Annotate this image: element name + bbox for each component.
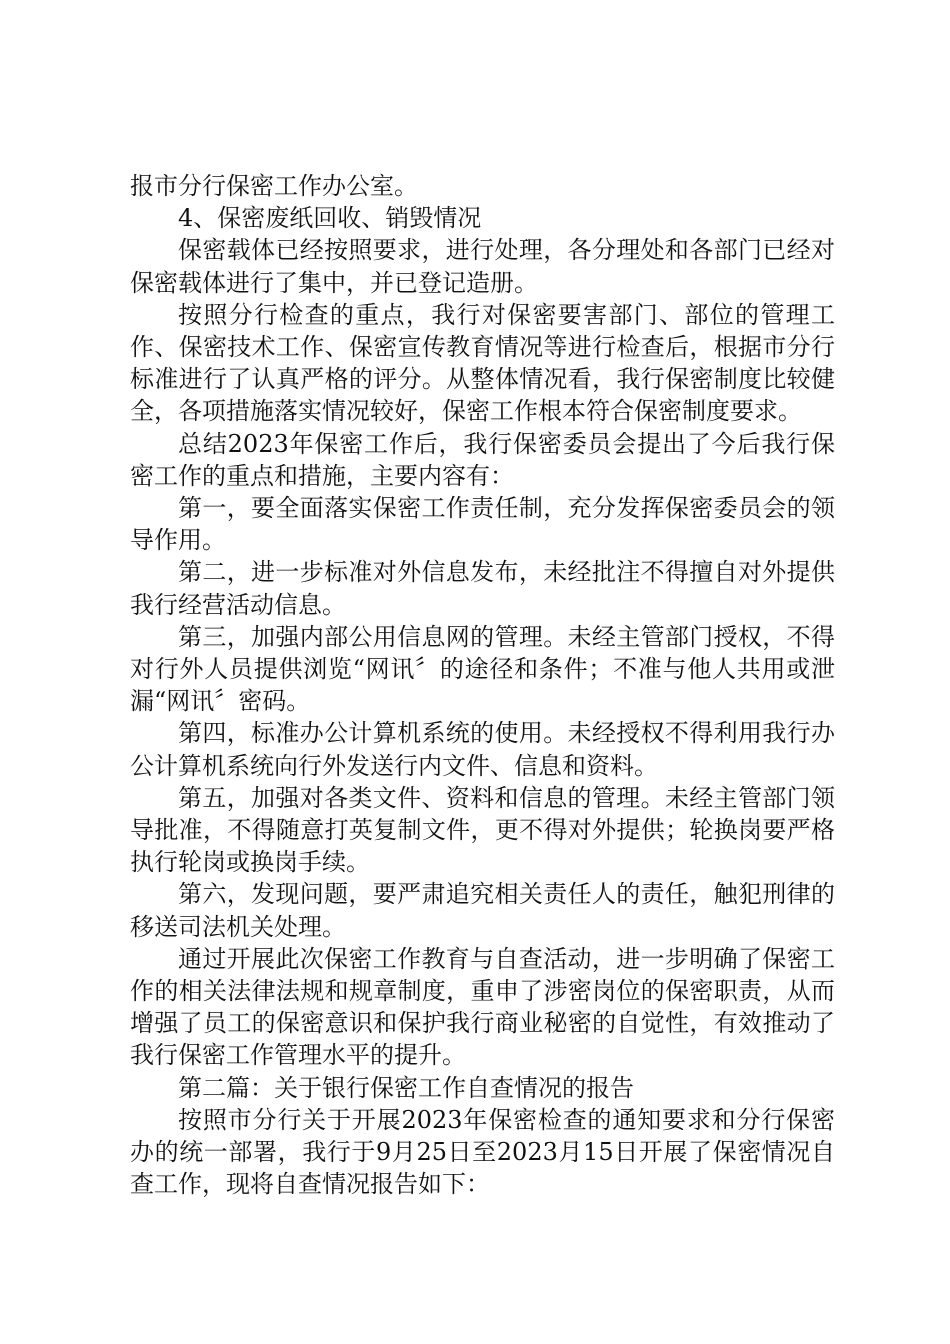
- paragraph: 保密载体已经按照要求，进行处理，各分理处和各部门已经对保密载体进行了集中，并已登记造册。: [130, 236, 835, 297]
- paragraph: 按照分行检查的重点，我行对保密要害部门、部位的管理工作、保密技术工作、保密宣传教育情况等进行检查后，根据市分行标准进行了认真严格的评分。从整体情况看，我行保密制度比较健全，各项措施落实情况较好，保密工作根本符合保密制度要求。: [130, 300, 835, 426]
- paragraph: 按照市分行关于开展2023年保密检查的通知要求和分行保密办的统一部署，我行于9月25日至2023月15日开展了保密情况自查工作，现将自查情况报告如下：: [130, 1105, 835, 1199]
- measure-item-4: 第四，标准办公计算机系统的使用。未经授权不得利用我行办公计算机系统向行外发送行内文件、信息和资料。: [130, 719, 835, 780]
- section-heading-4: 4、保密废纸回收、销毁情况: [178, 204, 482, 233]
- chapter-title: 第二篇：关于银行保密工作自查情况的报告: [178, 1073, 634, 1102]
- measure-item-6: 第六，发现问题，要严肃追究相关责任人的责任，触犯刑律的移送司法机关处理。: [130, 880, 835, 941]
- measure-item-2: 第二，进一步标准对外信息发布，未经批注不得擅自对外提供我行经营活动信息。: [130, 558, 835, 619]
- paragraph-continued: 报市分行保密工作办公室。: [130, 172, 418, 200]
- paragraph-conclusion: 通过开展此次保密工作教育与自查活动，进一步明确了保密工作的相关法律法规和规章制度，重申了涉密岗位的保密职责，从而增强了员工的保密意识和保护我行商业秘密的自觉性，有效推动了我行保密工作管理水平的提升。: [130, 944, 835, 1070]
- document-body: [130, 170, 835, 1201]
- measure-item-3: 第三，加强内部公用信息网的管理。未经主管部门授权，不得对行外人员提供浏览“网讯〞的途径和条件；不准与他人共用或泄漏“网讯〞密码。: [130, 622, 835, 716]
- measure-item-5: 第五，加强对各类文件、资料和信息的管理。未经主管部门领导批准，不得随意打英复制文件，更不得对外提供；轮换岗要严格执行轮岗或换岗手续。: [130, 783, 835, 877]
- measure-item-1: 第一，要全面落实保密工作责任制，充分发挥保密委员会的领导作用。: [130, 494, 835, 555]
- paragraph: 总结2023年保密工作后，我行保密委员会提出了今后我行保密工作的重点和措施，主要内容有：: [130, 429, 835, 490]
